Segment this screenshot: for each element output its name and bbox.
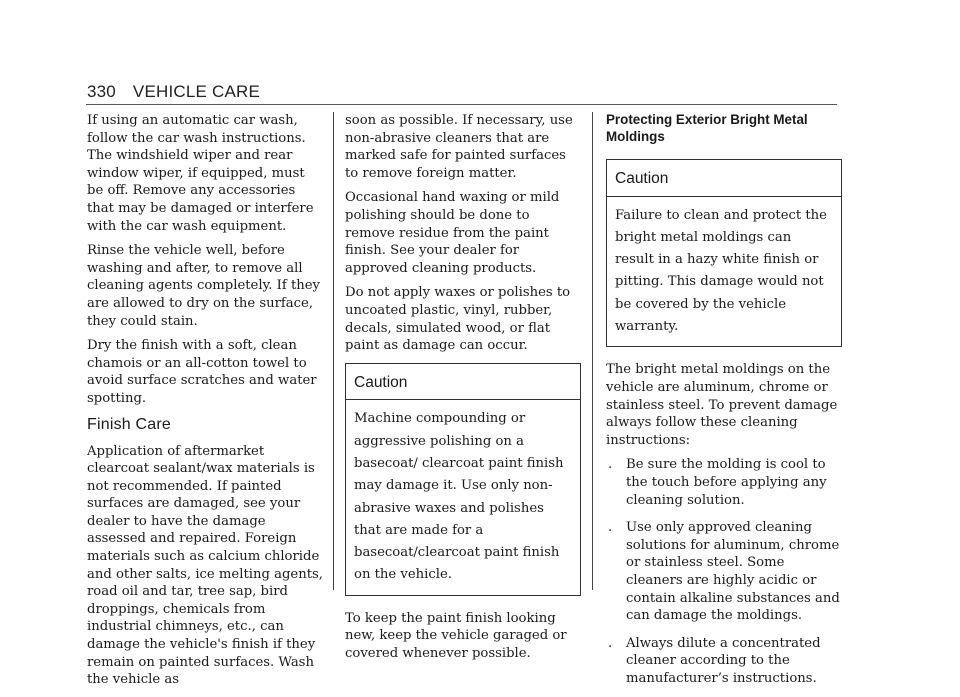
paragraph-finish-care: Application of aftermarket clearcoat sealant/wax materials is not recommended. If painted surfaces are damaged, see your dealer to have the damage assessed and repaired. Foreign materials such as calcium chloride and other salts, ice melting agents, road oil and tar, tree sap, bird droppings, chemicals from industrial chimneys, etc., can damage the vehicle's finish if they remain on painted surfaces. Wash the vehicle as	[87, 443, 323, 688]
caution-title: Caution	[607, 160, 841, 197]
heading-finish-care: Finish Care	[87, 415, 172, 433]
bullet-marker: .	[608, 635, 613, 651]
bullet-marker: .	[608, 520, 613, 536]
bullet-marker: .	[608, 457, 613, 473]
page-number: 330	[87, 82, 116, 101]
column-divider-1	[333, 112, 334, 590]
column-divider-2	[592, 112, 593, 590]
caution-title: Caution	[346, 364, 580, 401]
list-item	[606, 519, 842, 625]
section-title: VEHICLE CARE	[132, 82, 261, 101]
paragraph-rinse: Rinse the vehicle well, before washing and after, to remove all cleaning agents completely. If they are allowed to dry on the surface, they could stain.	[87, 243, 320, 329]
heading-bright-metal: Protecting Exterior Bright Metal Moldings	[606, 112, 808, 144]
paragraph-dry: Dry the finish with a soft, clean chamois or an all-cotton towel to avoid surface scratches and water spotting.	[87, 338, 317, 406]
caution-text: Machine compounding or aggressive polishing on a basecoat/ clearcoat paint finish may damage it. Use only non-abrasive waxes and polishes that are made for a basecoat/clearcoat paint finish on the vehicle.	[354, 411, 564, 583]
list-item	[606, 635, 842, 688]
column-1	[87, 112, 323, 696]
page-header	[87, 82, 260, 102]
paragraph-moldings: The bright metal moldings on the vehicle are aluminum, chrome or stainless steel. To prevent damage always follow these cleaning instructions:	[606, 362, 838, 448]
paragraph-cleaners: soon as possible. If necessary, use non-abrasive cleaners that are marked safe for painted surfaces to remove foreign matter.	[345, 113, 573, 181]
list-item-text: Use only approved cleaning solutions for aluminum, chrome or stainless steel. Some cleaners are highly acidic or contain alkaline substances and can damage the moldings.	[626, 520, 840, 624]
caution-box-polishing	[345, 363, 581, 596]
column-2	[345, 112, 581, 669]
list-item	[606, 456, 842, 509]
paragraph-car-wash: If using an automatic car wash, follow the car wash instructions. The windshield wiper and rear window wiper, if equipped, must be off. Remove any accessories that may be damaged or interfere with the car wash equipment.	[87, 113, 314, 234]
column-3	[606, 112, 842, 697]
header-rule	[86, 104, 837, 105]
caution-box-moldings	[606, 159, 842, 347]
caution-text: Failure to clean and protect the bright metal moldings can result in a hazy white finish or pitting. This damage would not be covered by the vehicle warranty.	[615, 207, 827, 335]
paragraph-no-wax: Do not apply waxes or polishes to uncoated plastic, vinyl, rubber, decals, simulated wood, or flat paint as damage can occur.	[345, 285, 571, 354]
bullet-list	[606, 456, 842, 687]
paragraph-waxing: Occasional hand waxing or mild polishing should be done to remove residue from the paint finish. See your dealer for approved cleaning products.	[345, 190, 560, 276]
list-item-text: Be sure the molding is cool to the touch before applying any cleaning solution.	[626, 457, 827, 508]
paragraph-garage: To keep the paint finish looking new, keep the vehicle garaged or covered whenever possible.	[345, 610, 567, 661]
list-item-text: Always dilute a concentrated cleaner according to the manufacturer’s instructions.	[626, 635, 821, 686]
